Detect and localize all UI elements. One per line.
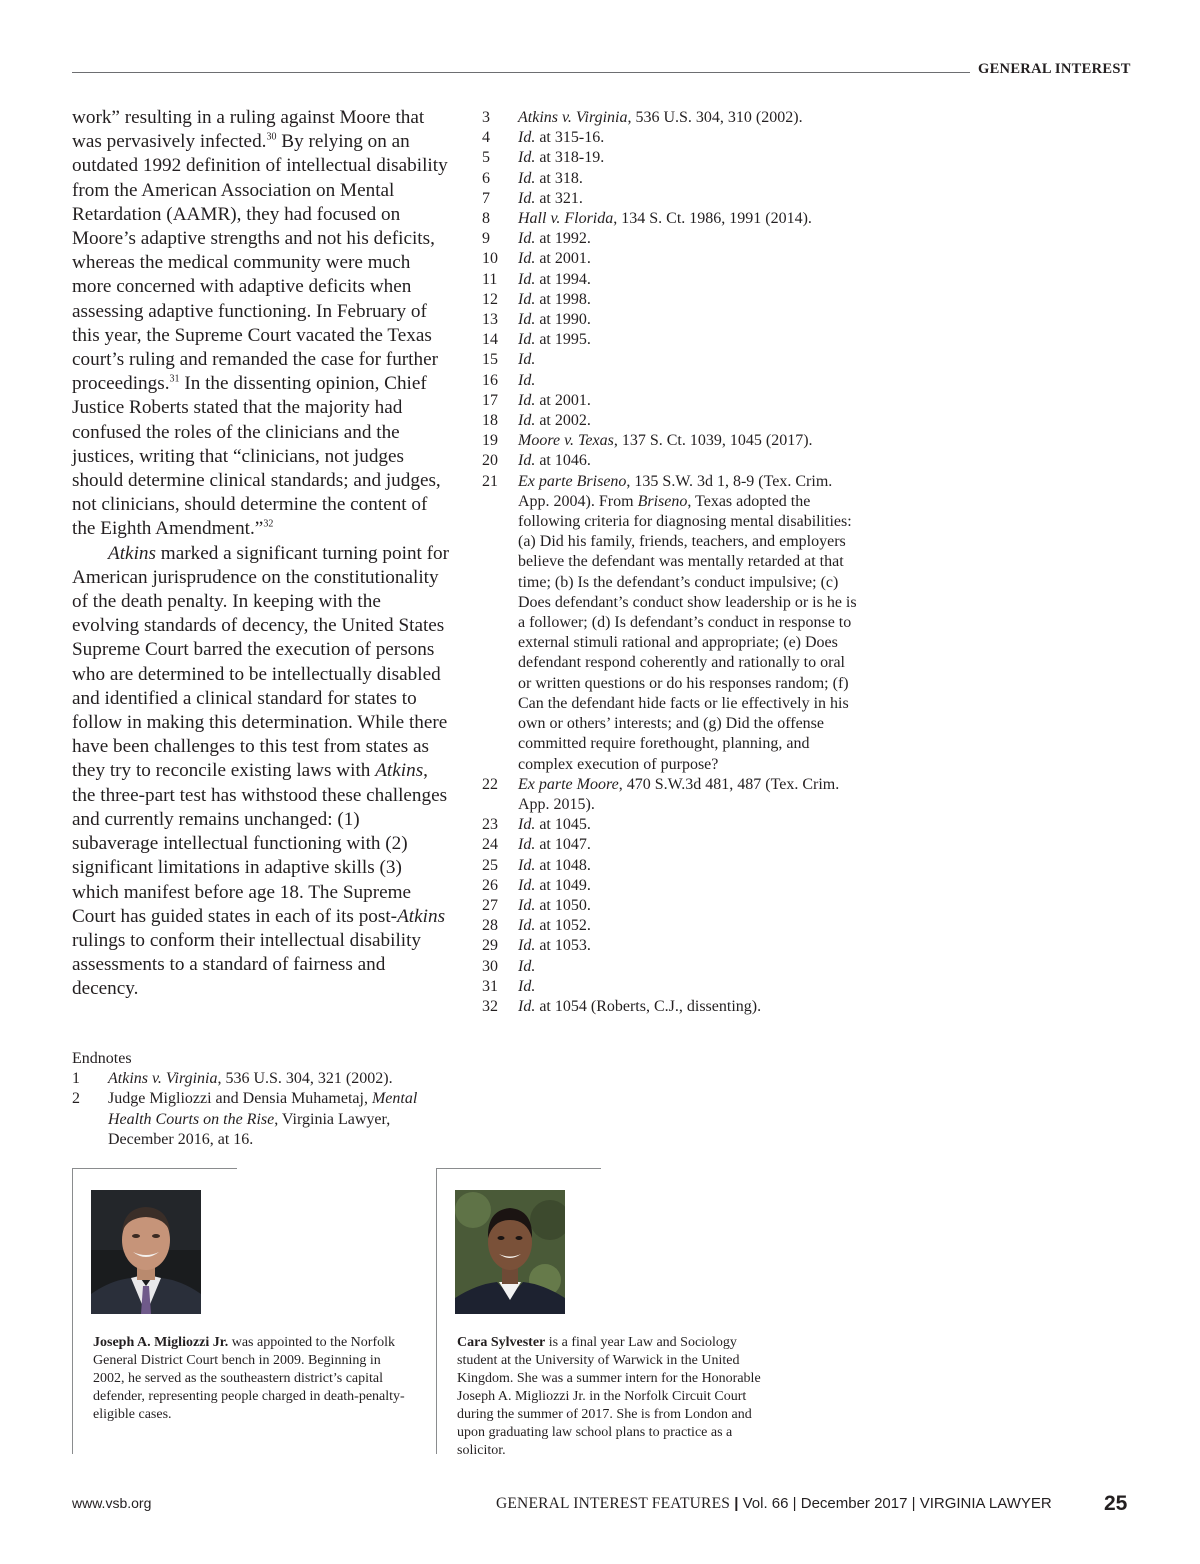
endnote-number: 29 — [482, 937, 498, 955]
italic-text: Id. — [518, 189, 536, 207]
endnote-text — [108, 1069, 452, 1089]
endnote-item — [72, 1069, 452, 1089]
endnote-number: 26 — [482, 876, 498, 894]
endnote-item — [482, 835, 862, 855]
text-run: , 135 S.W. 3d 1, 8-9 (Tex. Crim. App. 2004). From — [518, 472, 833, 510]
text-run: at 315-16. — [535, 129, 605, 147]
endnote-number: 12 — [482, 290, 498, 308]
endnote-item — [482, 249, 862, 269]
endnote-number: 11 — [482, 270, 498, 288]
italic-text: Id. — [518, 230, 536, 248]
endnote-number: 13 — [482, 311, 498, 329]
text-run: , the three-part test has withstood these challenges and currently remains unchanged: (1) subaverage intellectual functioning with (2) significant limitations in adaptive skills (3) which manifest before age 18. The Supreme Court has guided states in each of its post- — [72, 760, 448, 927]
text-run: at 321. — [535, 189, 583, 207]
bio-box-sylvester — [436, 1168, 761, 1458]
endnote-item — [482, 815, 862, 835]
text-run: at 318. — [535, 169, 583, 187]
text-run: Judge Migliozzi and Densia Muhametaj, — [108, 1090, 372, 1108]
endnote-number: 1 — [72, 1070, 80, 1088]
endnote-item — [482, 391, 862, 411]
footer-separator: | — [734, 1495, 739, 1512]
footnote-ref: 30 — [266, 131, 277, 143]
endnotes-title: Endnotes — [72, 1050, 132, 1067]
endnote-number: 20 — [482, 452, 498, 470]
endnote-number: 28 — [482, 917, 498, 935]
endnote-item — [72, 1089, 452, 1150]
italic-text: Briseno — [637, 492, 688, 510]
footnote-ref: 31 — [169, 373, 180, 385]
endnote-text — [518, 775, 862, 815]
text-run: at 1995. — [535, 331, 591, 349]
endnote-number: 7 — [482, 189, 490, 207]
endnote-number: 9 — [482, 230, 490, 248]
endnote-text — [518, 209, 862, 229]
endnote-number: 24 — [482, 836, 498, 854]
endnote-text — [518, 148, 862, 168]
italic-text: Id. — [518, 816, 536, 834]
endnote-text — [518, 896, 862, 916]
text-run: at 1046. — [535, 452, 591, 470]
endnote-number: 22 — [482, 775, 498, 793]
italic-text: Id. — [518, 997, 536, 1015]
footer-date: December 2017 — [800, 1495, 908, 1512]
text-run: marked a significant turning point for American jurisprudence on the constitutionality of the death penalty. In keeping with the evolving standards of decency, the United States Supreme Court barred the execution of persons who are determined to be intellectually disabled and identified a clinical standard for states to follow in making this determination. While there have been challenges to this test from states as they try to reconcile existing laws with — [72, 542, 450, 782]
endnote-item — [482, 128, 862, 148]
italic-text: Atkins — [375, 760, 424, 782]
endnote-number: 3 — [482, 109, 490, 126]
bio-name: Cara Sylvester — [457, 1335, 546, 1350]
italic-text: Atkins v. Virginia — [108, 1070, 218, 1088]
endnote-number: 27 — [482, 896, 498, 914]
endnote-text — [518, 391, 862, 411]
endnote-item — [482, 229, 862, 249]
endnote-item — [482, 957, 862, 977]
endnote-item — [482, 856, 862, 876]
bio-text-migliozzi — [93, 1334, 411, 1424]
text-run: , 536 U.S. 304, 310 (2002). — [627, 109, 803, 126]
text-run: rulings to conform their intellectual disability assessments to a standard of fairness and decency. — [72, 929, 422, 1000]
endnotes-left — [72, 1049, 452, 1150]
endnote-item — [482, 936, 862, 956]
endnote-item — [482, 371, 862, 391]
footer-section: GENERAL INTEREST FEATURES — [496, 1495, 731, 1512]
endnote-text — [518, 411, 862, 431]
endnote-item — [482, 431, 862, 451]
text-run: at 1049. — [535, 876, 591, 894]
italic-text: Id. — [518, 896, 536, 914]
endnote-text — [518, 290, 862, 310]
endnote-text — [518, 128, 862, 148]
text-run: at 1045. — [535, 816, 591, 834]
text-run: , 137 S. Ct. 1039, 1045 (2017). — [613, 432, 813, 450]
endnote-number: 32 — [482, 997, 498, 1015]
endnote-item — [482, 189, 862, 209]
section-label: GENERAL INTEREST — [978, 61, 1131, 77]
endnote-item — [482, 108, 862, 128]
text-run: , 134 S. Ct. 1986, 1991 (2014). — [613, 210, 812, 228]
endnote-number: 23 — [482, 816, 498, 834]
italic-text: Ex parte Briseno — [518, 472, 627, 490]
text-run: at 1052. — [535, 917, 591, 935]
text-run: work” resulting in a ruling against Moore that was pervasively infected. — [72, 107, 425, 153]
endnote-text — [518, 977, 862, 997]
endnote-item — [482, 330, 862, 350]
italic-text: Id. — [518, 331, 536, 349]
endnote-text — [518, 371, 862, 391]
text-run: , 470 S.W.3d 481, 487 (Tex. Crim. App. 2015). — [518, 775, 840, 813]
italic-text: Id. — [518, 351, 536, 369]
italic-text: Moore v. Texas — [518, 432, 614, 450]
endnote-text — [518, 451, 862, 471]
endnote-item — [482, 270, 862, 290]
text-run: at 1050. — [535, 896, 591, 914]
bio-description: is a final year Law and Sociology student at the University of Warwick in the United Kingdom. She was a summer intern for the Honorable Joseph A. Migliozzi Jr. in the Norfolk Circuit Court during the summer of 2017. She is from London and upon graduating law school plans to practice as a solicitor. — [457, 1335, 761, 1458]
bio-text-sylvester — [457, 1334, 775, 1460]
author-photo-migliozzi — [91, 1190, 201, 1314]
italic-text: Id. — [518, 149, 536, 167]
header-rule — [72, 72, 970, 73]
endnote-item — [482, 876, 862, 896]
italic-text: Id. — [518, 129, 536, 147]
italic-text: Atkins — [397, 905, 446, 927]
endnote-number: 18 — [482, 412, 498, 430]
italic-text: Atkins v. Virginia — [518, 109, 628, 126]
endnote-text — [518, 835, 862, 855]
text-run: at 1047. — [535, 836, 591, 854]
endnote-number: 25 — [482, 856, 498, 874]
endnote-item — [482, 209, 862, 229]
italic-text: Id. — [518, 311, 536, 329]
italic-text: Id. — [518, 250, 536, 268]
endnote-item — [482, 148, 862, 168]
endnote-number: 10 — [482, 250, 498, 268]
text-run: at 1048. — [535, 856, 591, 874]
endnote-text — [518, 431, 862, 451]
italic-text: Id. — [518, 290, 536, 308]
italic-text: Mental Health Courts on the Rise — [108, 1090, 418, 1128]
text-run: at 1990. — [535, 311, 591, 329]
footer-separator: | — [911, 1495, 916, 1512]
author-photo-sylvester — [455, 1190, 565, 1314]
italic-text: Id. — [518, 957, 536, 975]
text-run: at 1054 (Roberts, C.J., dissenting). — [535, 997, 762, 1015]
endnote-text — [518, 249, 862, 269]
endnote-item — [482, 775, 862, 815]
italic-text: Id. — [518, 270, 536, 288]
bio-description: was appointed to the Norfolk General District Court bench in 2009. Beginning in 2002, he served as the southeastern district’s capital defender, representing people charged in death-penalty-eligible cases. — [93, 1335, 405, 1422]
endnote-item — [482, 977, 862, 997]
italic-text: Hall v. Florida — [518, 210, 614, 228]
text-run: at 2001. — [535, 250, 591, 268]
endnote-item — [482, 310, 862, 330]
endnote-text — [108, 1089, 452, 1150]
endnote-text — [518, 472, 862, 775]
endnote-text — [518, 936, 862, 956]
endnote-text — [518, 350, 862, 370]
text-run: at 318-19. — [535, 149, 605, 167]
endnote-text — [518, 169, 862, 189]
endnote-number: 19 — [482, 432, 498, 450]
endnote-text — [518, 856, 862, 876]
text-run: at 1994. — [535, 270, 591, 288]
endnote-number: 4 — [482, 129, 490, 147]
italic-text: Ex parte Moore — [518, 775, 619, 793]
footnote-ref: 32 — [263, 519, 274, 531]
text-run: , Texas adopted the following criteria for diagnosing mental disabilities: (a) Did his family, friends, teachers, and employers believe the defendant was mentally retarded at that time; (b) Is the defendant’s conduct impulsive; (c) Does defendant’s conduct show leadership or is he is a follower; (d) Is defendant’s conduct in response to external stimuli rational and appropriate; (e) Does defendant respond coherently and rationally to oral or written questions or do his responses random; (f) Can the defendant hide facts or lie effectively in his own or others’ interests; and (g) Did the offense committed require forethought, planning, and complex execution of purpose? — [518, 492, 857, 773]
text-run: In the dissenting opinion, Chief Justice Roberts stated that the majority had confused the roles of the clinicians and the justices, writing that “clinicians, not judges should determine clinical standards; and judges, not clinicians, should determine the content of the Eighth Amendment.” — [72, 373, 441, 540]
italic-text: Id. — [518, 876, 536, 894]
article-body — [72, 106, 450, 1002]
endnote-item — [482, 411, 862, 431]
footer-magazine: VIRGINIA LAWYER — [919, 1495, 1052, 1512]
endnote-item — [482, 896, 862, 916]
bio-box-migliozzi — [72, 1168, 405, 1454]
endnote-number: 17 — [482, 391, 498, 409]
endnote-text — [518, 997, 862, 1017]
endnote-number: 31 — [482, 977, 498, 995]
italic-text: Atkins — [108, 542, 156, 564]
endnote-text — [518, 270, 862, 290]
body-paragraph — [72, 542, 450, 1002]
text-run: at 2002. — [535, 412, 591, 430]
text-run: at 1053. — [535, 937, 591, 955]
text-run: By relying on an outdated 1992 definition of intellectual disability from the American Association on Mental Retardation (AAMR), they had focused on Moore’s adaptive strengths and not his deficits, whereas the medical community were much more concerned with adaptive deficits when assessing adaptive functioning. In February of this year, the Supreme Court vacated the Texas court’s ruling and remanded the case for further proceedings. — [72, 131, 448, 395]
italic-text: Id. — [518, 412, 536, 430]
body-paragraph — [72, 106, 450, 542]
italic-text: Id. — [518, 856, 536, 874]
endnote-item — [482, 472, 862, 775]
footer-volume: Vol. 66 — [742, 1495, 789, 1512]
italic-text: Id. — [518, 371, 536, 389]
endnote-number: 30 — [482, 957, 498, 975]
endnote-number: 14 — [482, 331, 498, 349]
italic-text: Id. — [518, 452, 536, 470]
endnote-number: 21 — [482, 472, 498, 490]
italic-text: Id. — [518, 937, 536, 955]
bio-name: Joseph A. Migliozzi Jr. — [93, 1335, 229, 1350]
endnote-item — [482, 997, 862, 1017]
text-run: , 536 U.S. 304, 321 (2002). — [217, 1070, 393, 1088]
text-run: at 2001. — [535, 391, 591, 409]
page-number: 25 — [1104, 1492, 1128, 1515]
endnote-number: 8 — [482, 210, 490, 228]
endnote-number: 2 — [72, 1090, 80, 1108]
endnote-text — [518, 229, 862, 249]
footer-url[interactable]: www.vsb.org — [72, 1495, 152, 1511]
endnotes-right — [482, 108, 862, 1017]
endnote-text — [518, 815, 862, 835]
endnote-text — [518, 108, 862, 128]
endnote-text — [518, 957, 862, 977]
footer-publication — [496, 1495, 1052, 1513]
text-run: , Virginia Lawyer, December 2016, at 16. — [108, 1110, 391, 1148]
endnote-text — [518, 876, 862, 896]
endnote-text — [518, 916, 862, 936]
endnote-number: 16 — [482, 371, 498, 389]
endnote-number: 6 — [482, 169, 490, 187]
italic-text: Id. — [518, 391, 536, 409]
endnote-text — [518, 330, 862, 350]
italic-text: Id. — [518, 977, 536, 995]
endnote-text — [518, 310, 862, 330]
text-run: at 1998. — [535, 290, 591, 308]
endnote-text — [518, 189, 862, 209]
italic-text: Id. — [518, 169, 536, 187]
text-run: at 1992. — [535, 230, 591, 248]
endnote-item — [482, 451, 862, 471]
endnote-item — [482, 350, 862, 370]
italic-text: Id. — [518, 836, 536, 854]
footer-separator: | — [792, 1495, 797, 1512]
italic-text: Id. — [518, 917, 536, 935]
endnote-item — [482, 290, 862, 310]
endnote-item — [482, 169, 862, 189]
endnote-number: 15 — [482, 351, 498, 369]
endnote-number: 5 — [482, 149, 490, 167]
endnote-item — [482, 916, 862, 936]
